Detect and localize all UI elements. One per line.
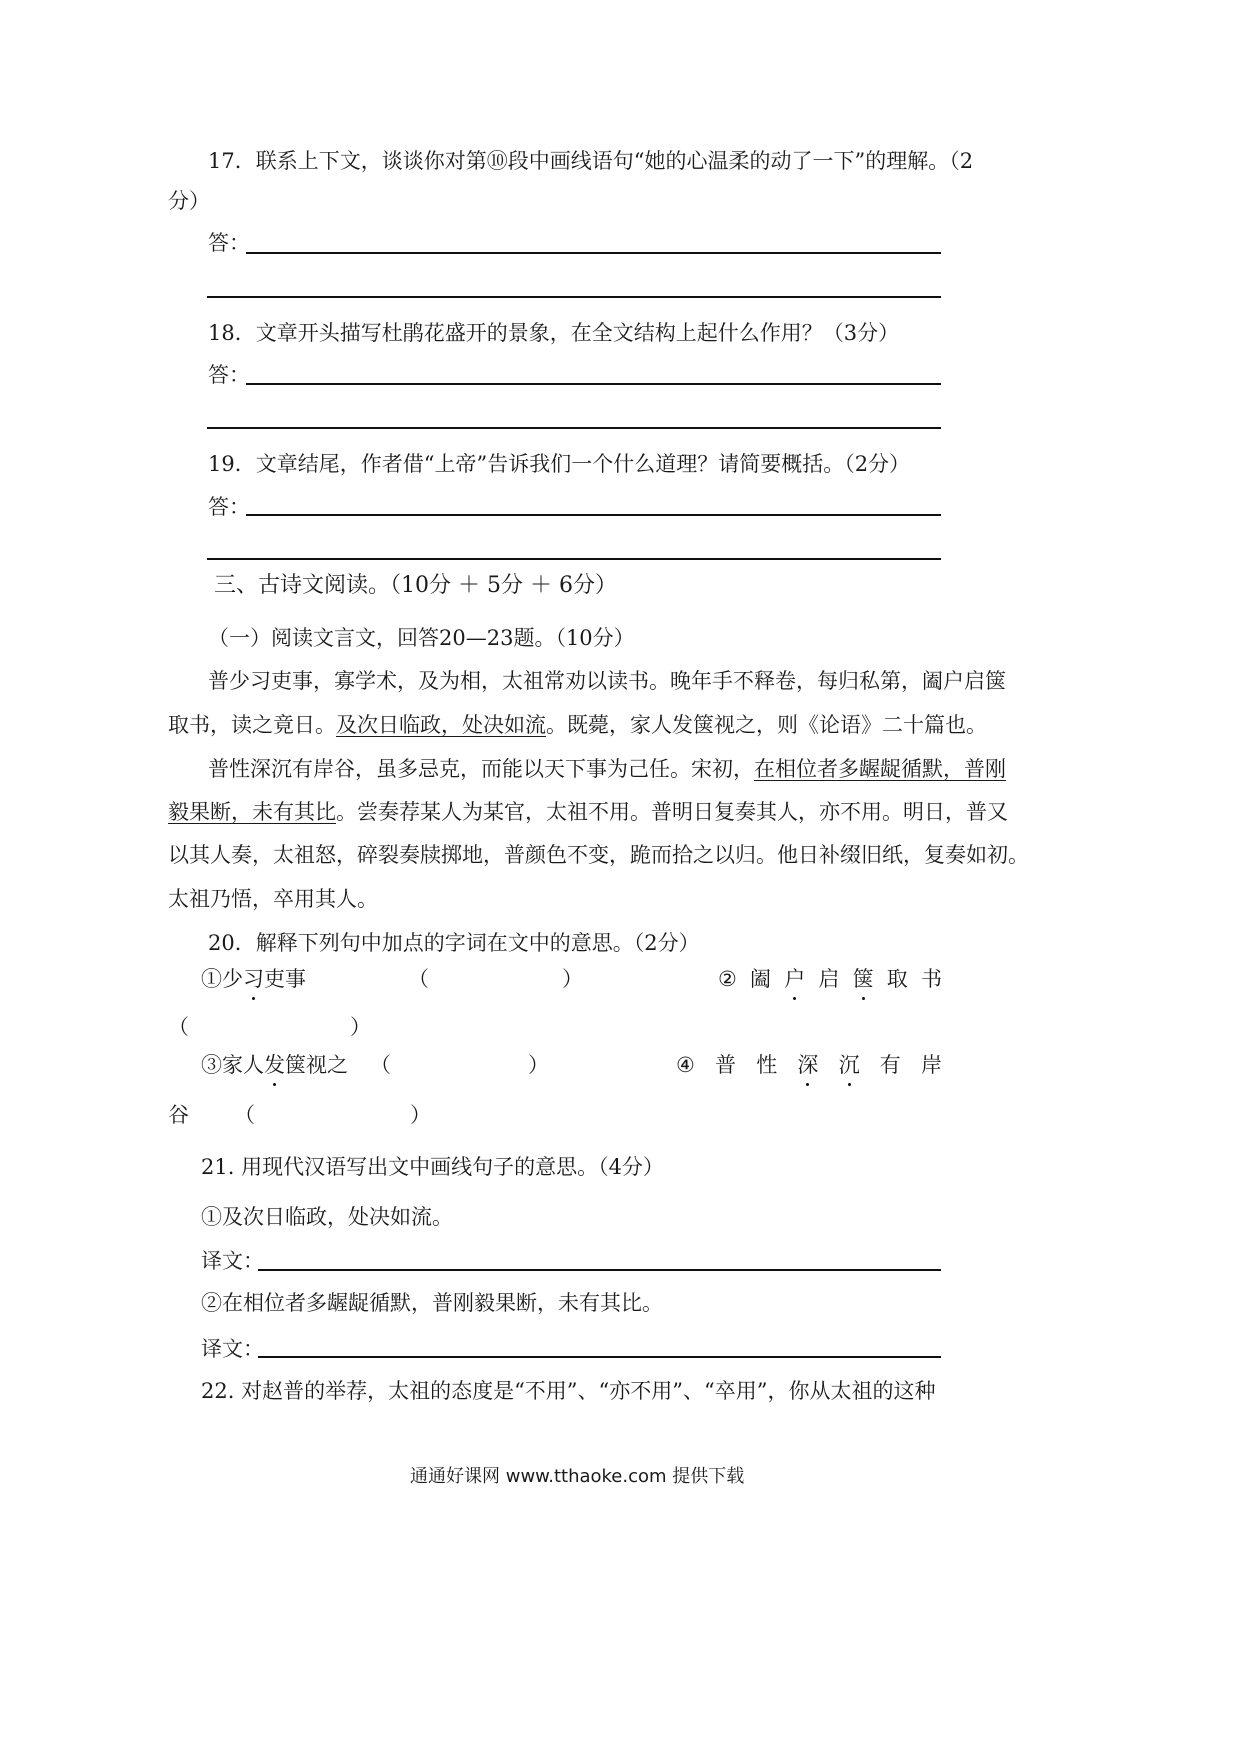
passage-p2-line2 [168,797,1008,827]
underlined-sentence-2a: 在相位者多龌龊循默，普刚 [754,757,1006,781]
item-char: 岸 [920,1053,942,1077]
q20-item-2-paren-close: ） [350,1015,371,1039]
passage-text: 。尝奏荐某人为某官，太祖不用。普明日复奏其人，亦不用。明日，普又 [336,800,1008,824]
item-char: 有 [879,1053,901,1077]
passage-p2-line4: 太祖乃悟，卒用其人。 [168,887,378,911]
section-3-subtitle: （一）阅读文言文，回答20—23题。（10分） [208,626,635,650]
dotted-char: 习 [243,964,264,994]
q21-translation-label-1: 译文： [201,1249,264,1273]
q19-answer-label: 答： [208,495,250,519]
item-char: 普 [715,1053,737,1077]
item-text: ③家人 [201,1053,264,1077]
q21-translation-line-2[interactable] [258,1356,941,1358]
q22-question: 22. 对赵普的举荐，太祖的态度是“不用”、“亦不用”、“卒用”，你从太祖的这种 [201,1379,936,1403]
item-char: 阖 [750,967,772,991]
passage-p1-line2 [168,710,987,740]
q19-answer-line-2[interactable] [207,558,941,560]
q20-item-4-end: 谷 [168,1103,189,1127]
item-text: ①少 [201,967,243,991]
item-char: 取 [886,967,908,991]
dotted-char: 深 [797,1050,818,1080]
underlined-sentence-2b: 毅果断，未有其比 [168,800,336,824]
item-text: 吏事 [264,967,306,991]
item-char: 启 [818,967,840,991]
dotted-char: 户 [784,964,805,994]
q20-item-1-paren-close: ） [562,967,583,991]
passage-p2-line1 [208,754,1006,784]
q20-item-2-paren-open: （ [168,1015,189,1039]
q21-sentence-1: ①及次日临政，处决如流。 [201,1205,453,1229]
q20-item-1-paren-open: （ [408,967,429,991]
q18-question: 18．文章开头描写杜鹃花盛开的景象，在全文结构上起什么作用？（3分） [208,321,900,345]
q17-answer-line-1[interactable] [246,252,941,254]
page-footer: 通通好课网 www.tthaoke.com 提供下载 [410,1466,745,1487]
q21-question: 21. 用现代汉语写出文中画线句子的意思。（4分） [201,1155,664,1179]
q20-item-4-paren-open: （ [234,1103,255,1127]
q21-translation-label-2: 译文： [201,1337,264,1361]
item-char: 书 [920,967,942,991]
q19-question: 19．文章结尾，作者借“上帝”告诉我们一个什么道理？请简要概括。（2分） [208,452,911,476]
q20-item-4 [676,1050,942,1080]
q17-question-line2: 分） [168,189,210,213]
item-char: 性 [756,1053,778,1077]
q20-item-3-paren-open: （ [370,1053,391,1077]
q18-answer-label: 答： [208,363,250,387]
underlined-sentence-1: 及次日临政，处决如流 [336,713,546,737]
q18-answer-line-2[interactable] [207,427,941,429]
dotted-char: 发 [264,1050,285,1080]
item-text: 箧视之 [285,1053,348,1077]
q20-item-2 [718,964,942,994]
passage-text: 。既薨，家人发箧视之，则《论语》二十篇也。 [546,713,987,737]
q18-answer-line-1[interactable] [246,383,941,385]
passage-p1-line1: 普少习吏事，寡学术，及为相，太祖常劝以读书。晚年手不释卷，每归私第，阖户启箧 [208,669,1006,693]
q17-answer-label: 答： [208,231,250,255]
q20-item-4-paren-close: ） [410,1103,431,1127]
q17-answer-line-2[interactable] [207,296,941,298]
q21-translation-line-1[interactable] [258,1269,941,1271]
q19-answer-line-1[interactable] [246,514,941,516]
dotted-char: 箧 [853,964,874,994]
q20-question: 20．解释下列句中加点的字词在文中的意思。（2分） [208,931,700,955]
q20-item-3-paren-close: ） [528,1053,549,1077]
q20-item-1 [201,964,306,994]
passage-text: 普性深沉有岸谷，虽多忌克，而能以天下事为己任。宋初， [208,757,754,781]
passage-p2-line3: 以其人奏，太祖怒，碎裂奏牍掷地，普颜色不变，跪而拾之以归。他日补缀旧纸，复奏如初。 [168,843,1029,867]
q20-item-3 [201,1050,348,1080]
q21-sentence-2: ②在相位者多龌龊循默，普刚毅果断，未有其比。 [201,1291,663,1315]
item-char: ② [718,967,737,991]
section-3-title: 三、古诗文阅读。（10分 ＋ 5分 ＋ 6分） [214,573,617,598]
dotted-char: 沉 [839,1050,860,1080]
q17-question-line1: 17．联系上下文，谈谈你对第⑩段中画线语句“她的心温柔的动了一下”的理解。（2 [208,149,974,173]
item-char: ④ [676,1053,695,1077]
passage-text: 取书，读之竟日。 [168,713,336,737]
